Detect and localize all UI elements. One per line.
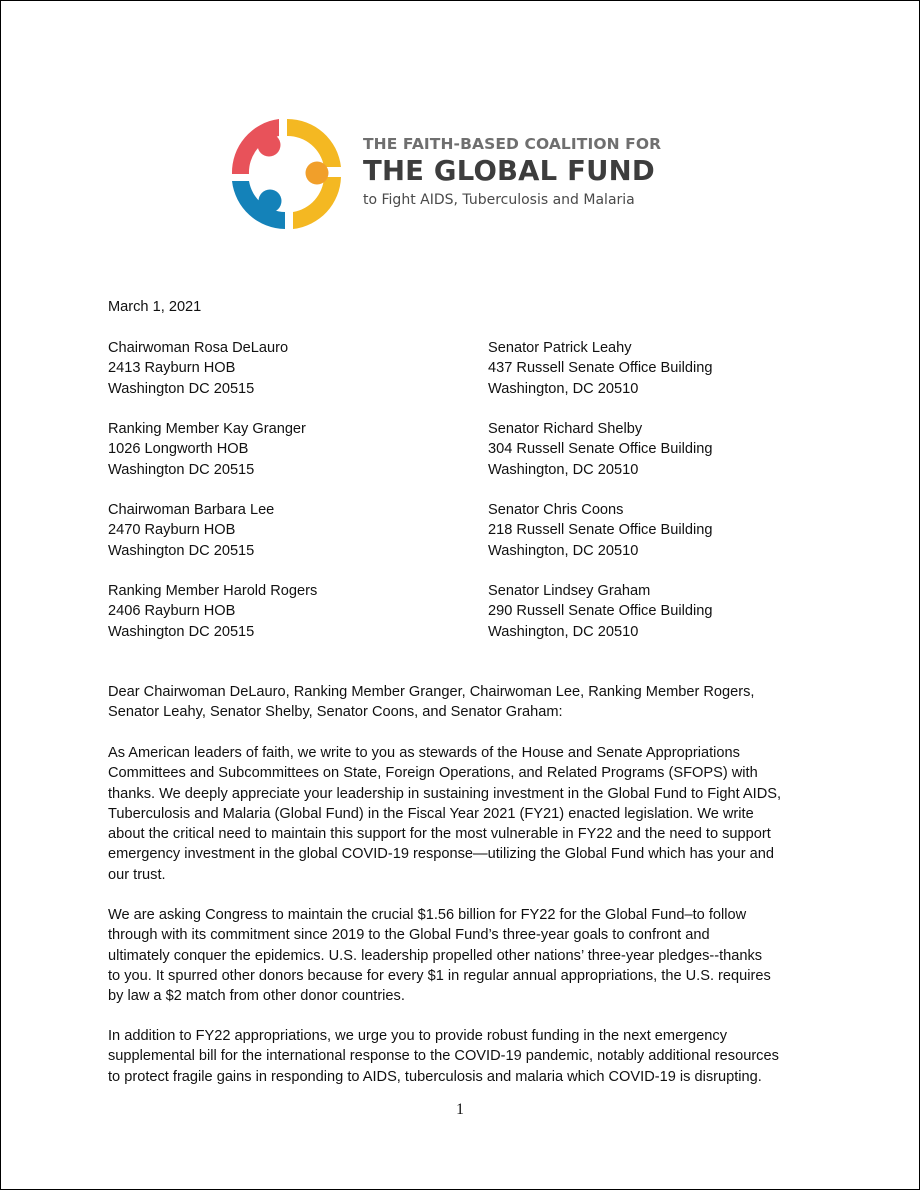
logo-wordmark (363, 134, 661, 210)
paragraph-line: supplemental bill for the international response to the COVID-19 pandemic, notably additional resources (108, 1048, 779, 1065)
logo-blue-dot (259, 190, 282, 213)
recipient-name: Senator Chris Coons (488, 502, 624, 518)
paragraph-line: our trust. (108, 866, 166, 883)
paragraph-line: by law a $2 match from other donor countries. (108, 988, 405, 1005)
recipient-city: Washington DC 20515 (108, 623, 255, 640)
paragraph-line: In addition to FY22 appropriations, we urge you to provide robust funding in the next emergency (108, 1028, 727, 1044)
logo-orange-dot (306, 162, 329, 185)
recipient-city: Washington DC 20515 (108, 380, 255, 397)
logo-line-2: THE GLOBAL FUND (363, 155, 655, 187)
recipient-street: 2406 Rayburn HOB (108, 603, 236, 620)
recipient-street: 290 Russell Senate Office Building (488, 603, 713, 620)
logo-red-dot (258, 134, 281, 157)
recipient-name: Chairwoman Barbara Lee (108, 502, 275, 518)
recipient-name: Ranking Member Kay Granger (108, 421, 306, 437)
recipient-street: 2470 Rayburn HOB (108, 522, 236, 539)
recipient-block (488, 500, 828, 561)
recipient-block (108, 500, 448, 561)
logo-line-3: to Fight AIDS, Tuberculosis and Malaria (363, 192, 635, 208)
body-paragraph (108, 1026, 818, 1087)
recipient-name: Senator Patrick Leahy (488, 340, 632, 356)
body-paragraph (108, 905, 818, 1006)
paragraph-line: Tuberculosis and Malaria (Global Fund) in the Fiscal Year 2021 (FY21) enacted legislation. We write (108, 805, 754, 822)
recipient-block (488, 338, 828, 399)
recipient-name: Ranking Member Harold Rogers (108, 583, 318, 599)
letter-date: March 1, 2021 (108, 299, 202, 315)
paragraph-line: through with its commitment since 2019 to the Global Fund’s three-year goals to confront and (108, 927, 710, 944)
recipient-name: Senator Lindsey Graham (488, 583, 651, 599)
recipient-city: Washington DC 20515 (108, 461, 255, 478)
recipient-city: Washington, DC 20510 (488, 542, 639, 559)
logo-yellow-lower-arc (293, 177, 341, 229)
recipient-name: Chairwoman Rosa DeLauro (108, 340, 289, 356)
salutation-line: Senator Leahy, Senator Shelby, Senator Coons, and Senator Graham: (108, 704, 563, 721)
coalition-logo (227, 115, 345, 233)
recipient-name: Senator Richard Shelby (488, 421, 643, 437)
recipient-street: 437 Russell Senate Office Building (488, 360, 713, 377)
recipient-city: Washington, DC 20510 (488, 380, 639, 397)
logo-line-1: THE FAITH-BASED COALITION FOR (363, 135, 662, 153)
recipient-block (488, 581, 828, 642)
body-paragraph (108, 743, 818, 885)
paragraph-line: We are asking Congress to maintain the crucial $1.56 billion for FY22 for the Global Fund–to follow (108, 907, 747, 923)
recipient-block (108, 581, 448, 642)
recipient-street: 218 Russell Senate Office Building (488, 522, 713, 539)
recipient-city: Washington DC 20515 (108, 542, 255, 559)
salutation (108, 682, 818, 723)
paragraph-line: Committees and Subcommittees on State, Foreign Operations, and Related Programs (SFOPS) with (108, 765, 758, 782)
paragraph-line: emergency investment in the global COVID-19 response—utilizing the Global Fund which has your and (108, 846, 774, 863)
paragraph-line: to you. It spurred other donors because for every $1 in regular annual appropriations, the U.S. requires (108, 967, 771, 984)
page-number: 1 (456, 1101, 464, 1118)
recipient-street: 1026 Longworth HOB (108, 441, 249, 458)
paragraph-line: As American leaders of faith, we write to you as stewards of the House and Senate Appropriations (108, 745, 740, 761)
paragraph-line: to protect fragile gains in responding to AIDS, tuberculosis and malaria which COVID-19 is disrupting. (108, 1068, 762, 1085)
recipient-city: Washington, DC 20510 (488, 461, 639, 478)
salutation-line: Dear Chairwoman DeLauro, Ranking Member Granger, Chairwoman Lee, Ranking Member Rogers, (108, 684, 755, 700)
paragraph-line: about the critical need to maintain this support for the most vulnerable in FY22 and the need to support (108, 826, 771, 843)
recipient-block (488, 419, 828, 480)
recipient-city: Washington, DC 20510 (488, 623, 639, 640)
recipient-street: 2413 Rayburn HOB (108, 360, 236, 377)
paragraph-line: thanks. We deeply appreciate your leadership in sustaining investment in the Global Fund to Fight AIDS, (108, 785, 782, 802)
recipient-street: 304 Russell Senate Office Building (488, 441, 713, 458)
paragraph-line: ultimately conquer the epidemics. U.S. leadership propelled other nations’ three-year pledges--thanks (108, 947, 763, 964)
logo-yellow-arc (287, 119, 341, 167)
recipient-block (108, 419, 448, 480)
recipient-block (108, 338, 448, 399)
